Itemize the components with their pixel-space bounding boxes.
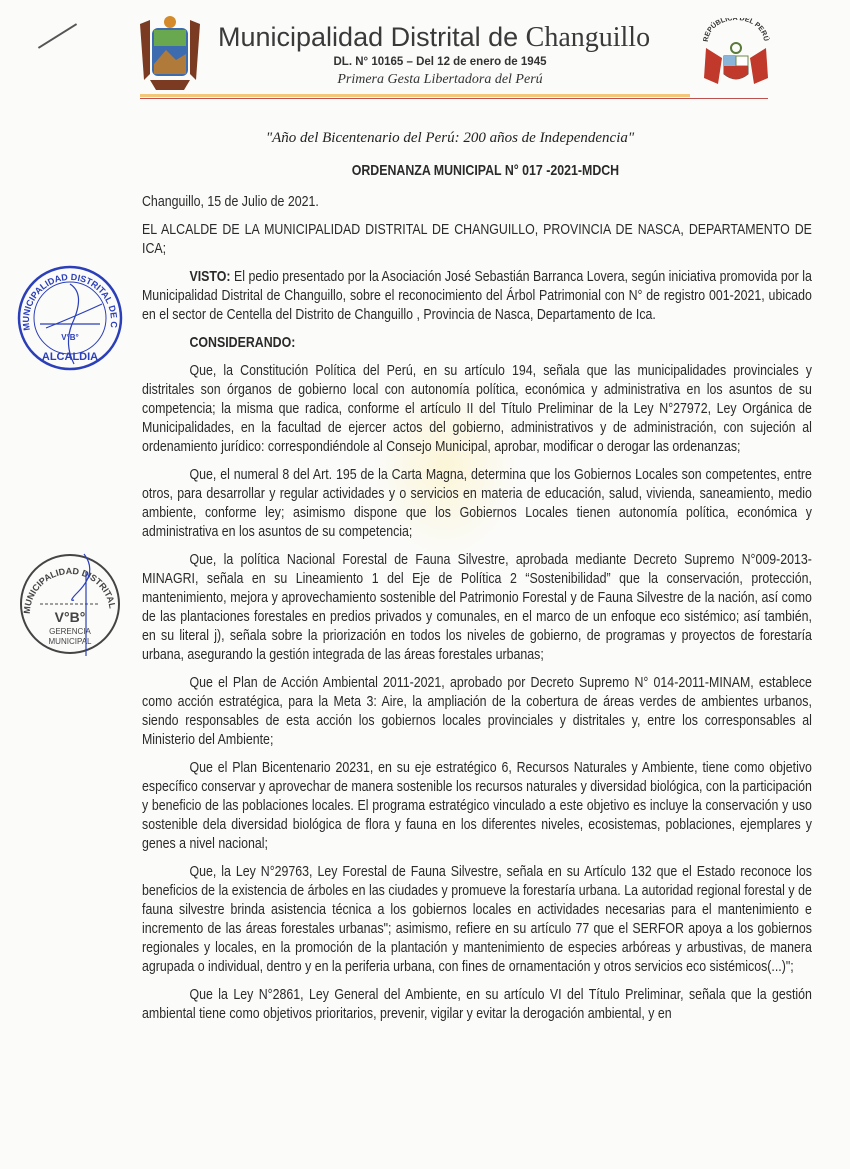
- svg-text:MUNICIPALIDAD DISTRITAL DE CHA: [16, 264, 119, 331]
- header-divider-gold: [140, 94, 690, 97]
- stamp-office: ALCALDIA: [41, 351, 99, 363]
- pen-mark: [38, 23, 77, 49]
- visto-label: VISTO:: [189, 269, 231, 285]
- gerencia-stamp: [18, 552, 122, 656]
- stamp-vb: V°B°: [54, 609, 86, 625]
- stamp-ring-text: MUNICIPALIDAD DISTRITAL: [21, 565, 118, 615]
- peru-coat-of-arms-logo: [700, 18, 772, 92]
- alcaldia-stamp: [16, 264, 124, 372]
- document-body: [142, 162, 812, 1033]
- title-place: Changuillo: [525, 22, 651, 53]
- considerando-heading: CONSIDERANDO:: [189, 335, 296, 351]
- authority-line: EL ALCALDE DE LA MUNICIPALIDAD DISTRITAL DE CHANGUILLO, PROVINCIA DE NASCA, DEPARTAMENTO DE ICA;: [142, 222, 812, 257]
- considerando-paragraph: Que, el numeral 8 del Art. 195 de la Carta Magna, determina que los Gobiernos Locales son competentes, entre otros, para desarrollar y regular actividades y o servicios en materia de educación, salud, vivienda, saneamiento, medio ambiente, conforme ley; asimismo dispone que los Gobiernos Locales tienen autonomía política, económica y administrativa en los asuntos de su competencia;: [142, 467, 812, 540]
- stamp-office-line1: GERENCIA: [49, 627, 91, 636]
- considerando-paragraph: Que el Plan de Acción Ambiental 2011-2021, aprobado por Decreto Supremo N° 014-2011-MINAM, establece como acción estratégica, para la Meta 3: Aire, la ampliación de la cobertura de áreas verdes de ambientes urbanos, siendo responsables de esta acción los gobiernos locales provinciales y distritales y, entre los corresponsables al Ministerio del Ambiente;: [142, 675, 812, 748]
- considerando-paragraph: Que, la Ley N°29763, Ley Forestal de Fauna Silvestre, señala en su Artículo 132 que el Estado reconoce los beneficios de la existencia de árboles en las ciudades y promueve la forestaría urbana. La autoridad regional forestal y de fauna silvestre brinda asistencia técnica a los gobiernos locales en actividades necesarias para el mantenimiento e incremento de las áreas forestales urbanas"; asimismo, refiere en su artículo 77 que el SERFOR apoya a los gobiernos regionales y locales, en la promoción de la plantación y mantenimiento de especies arbóreas y arbustivas, de manera agrupada o individual, dentro y en la periferia urbana, con fines de ornamentación y otros servicios eco sistémicos(...)";: [142, 864, 812, 975]
- considerando-paragraph: Que la Ley N°2861, Ley General del Ambiente, en su artículo VI del Título Preliminar, señala que la gestión ambiental tiene como objetivos prioritarios, prevenir, vigilar y evitar la derogación ambiental, y en: [142, 987, 812, 1022]
- svg-text:MUNICIPALIDAD DISTRITAL DE CHA: [18, 552, 118, 614]
- stamp-office-line2: MUNICIPAL: [48, 637, 92, 646]
- municipality-title: [218, 22, 650, 54]
- stamp-vb: V°B°: [61, 333, 79, 342]
- considerando-paragraph: Que, la política Nacional Forestal de Fauna Silvestre, aprobada mediante Decreto Supremo N°009-2013-MINAGRI, señala en su Lineamiento 1 del Eje de Política 2 “Sostenibilidad” que la conservación, protección, mantenimiento, mejora y aprovechamiento sostenible del Patrimonio Forestal y de Fauna Silvestre de la nación, así como de las plantaciones forestales en predios privados y comunales, en el marco de un enfoque eco sistémico; así también, en su literal j), señala sobre la priorización en todos los niveles de gobierno, de programas y proyectos de forestaría urbana, asegurando la gestión integrada de las áreas forestales urbanas;: [142, 552, 812, 663]
- considerando-paragraph: Que, la Constitución Política del Perú, en su artículo 194, señala que las municipalidades provinciales y distritales son órganos de gobierno local con autonomía política, económica y administrativa en los asuntos de su competencia; la misma que radica, conforme el artículo II del Título Preliminar de la Ley N°27972, Ley Orgánica de Municipalidades, en la facultad de ejercer actos del gobierno, administrativos y de administración, con sujeción al ordenamiento jurídico: correspondiéndole al Consejo Municipal, aprobar, modificar o derogar las ordenanzas;: [142, 363, 812, 455]
- title-main: Municipalidad Distrital de: [218, 22, 526, 52]
- year-motto: "Año del Bicentenario del Perú: 200 años de Independencia": [265, 130, 635, 146]
- stamp-ring-text: MUNICIPALIDAD DISTRITAL DE C: [20, 271, 120, 332]
- visto-text: El pedio presentado por la Asociación José Sebastián Barranca Lovera, según iniciativa promovida por la Municipalidad Distrital de Changuillo, sobre el reconocimiento del Árbol Patrimonial con N° de registro 001-2021, ubicado en el sector de Centella del Distrito de Changuillo , Provincia de Nasca, Departamento de Ica.: [142, 269, 812, 323]
- considerando-paragraph: Que el Plan Bicentenario 20231, en su eje estratégico 6, Recursos Naturales y Ambiente, tiene como objetivo específico conservar y aprovechar de manera sostenible los recursos naturales y diversidad biológica, con la participación y beneficio de las poblaciones locales. El programa estratégico vinculado a este objetivo es incluye la conservación y uso sostenible dela diversidad biológica de flora y fauna en los diferentes niveles, ecosistemas, poblaciones, ejemplares y genes a nivel nacional;: [142, 760, 812, 852]
- decree-line: DL. N° 10165 – Del 12 de enero de 1945: [333, 56, 547, 68]
- svg-text:REPÚBLICA DEL PERÚ: REPÚBLICA DEL PERÚ: [702, 18, 770, 43]
- header-divider-red: [140, 98, 768, 99]
- ordinance-title: ORDENANZA MUNICIPAL N° 017 -2021-MDCH: [351, 163, 620, 179]
- header-motto: Primera Gesta Libertadora del Perú: [337, 72, 543, 87]
- date-line: Changuillo, 15 de Julio de 2021.: [142, 194, 319, 210]
- visto-paragraph: [142, 268, 812, 325]
